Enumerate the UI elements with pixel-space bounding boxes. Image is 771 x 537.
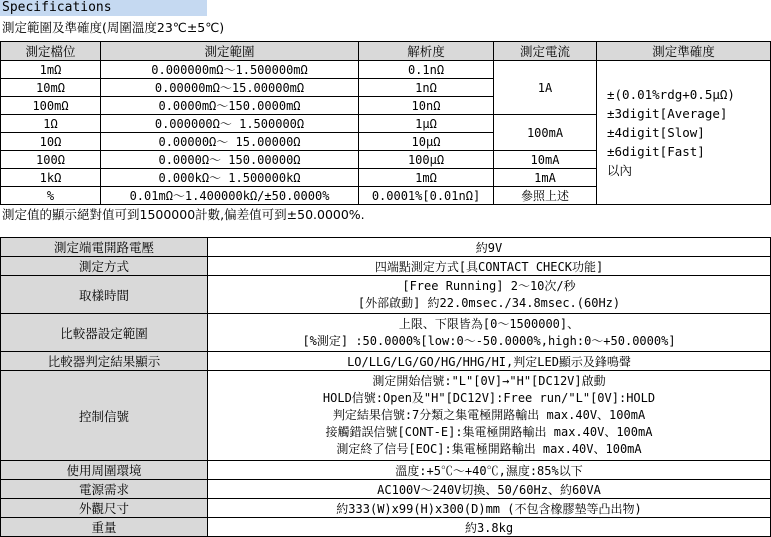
spec-value: 約333(W)x99(H)x300(D)mm (不包含橡膠墊等凸出物) <box>208 499 771 518</box>
span-cell: 0.0000Ω～ 150.00000Ω <box>101 151 359 169</box>
spec-label: 取樣時間 <box>1 276 208 314</box>
range-cell: 100mΩ <box>1 97 101 115</box>
span-cell: 0.000000mΩ～1.500000mΩ <box>101 61 359 79</box>
display-note: 測定值的顯示絕對值可到1500000計數,偏差值可到±50.0000%. <box>2 207 365 222</box>
spec-value-line: 測定開始信號:"L"[0V]→"H"[DC12V]啟動 <box>372 374 606 388</box>
spec-value: 溫度:+5℃～+40℃,濕度:85%以下 <box>208 461 771 480</box>
resolution-cell: 1μΩ <box>359 115 494 133</box>
range-cell: 10mΩ <box>1 79 101 97</box>
range-cell: 10Ω <box>1 133 101 151</box>
spec-row <box>1 499 771 518</box>
spec-label: 外觀尺寸 <box>1 499 208 518</box>
accuracy-line: ±4digit[Slow] <box>607 125 705 140</box>
current-cell-100ma: 100mA <box>494 115 597 151</box>
resolution-cell: 0.0001%[0.01nΩ] <box>359 187 494 205</box>
spec-value-line: [%測定] :50.0000%[low:0～-50.0000%,high:0～+50.0000%] <box>302 333 676 348</box>
range-cell: 1kΩ <box>1 169 101 187</box>
header-accuracy: 測定準確度 <box>597 42 771 61</box>
resolution-cell: 100μΩ <box>359 151 494 169</box>
span-cell: 0.00000Ω～ 15.00000Ω <box>101 133 359 151</box>
spec-value: LO/LLG/LG/GO/HG/HHG/HI,判定LED顯示及鋒鳴聲 <box>208 352 771 371</box>
span-cell: 0.01mΩ～1.400000kΩ/±50.0000% <box>101 187 359 205</box>
accuracy-line: ±3digit[Average] <box>607 106 728 121</box>
spec-value: AC100V～240V切換、50/60Hz、約60VA <box>208 480 771 499</box>
spec-value-line: 判定結果信號:7分類之集電極開路輸出 max.40V、100mA <box>332 408 646 422</box>
general-spec-table <box>0 237 771 537</box>
accuracy-line: ±(0.01%rdg+0.5μΩ) <box>607 87 735 102</box>
range-cell: % <box>1 187 101 205</box>
subtitle: 測定範圍及準確度(周圍溫度23℃±5℃) <box>2 20 225 35</box>
current-cell-10ma: 10mA <box>494 151 597 169</box>
range-cell: 1mΩ <box>1 61 101 79</box>
range-accuracy-table <box>0 41 771 205</box>
spec-label: 使用周圍環境 <box>1 461 208 480</box>
spec-value-line: [Free Running] 2～10次/秒 <box>402 278 576 293</box>
spec-label: 電源需求 <box>1 480 208 499</box>
header-span: 測定範圍 <box>101 42 359 61</box>
resolution-cell: 1nΩ <box>359 79 494 97</box>
resolution-cell: 1mΩ <box>359 169 494 187</box>
spec-value <box>208 314 771 352</box>
accuracy-cell <box>597 61 771 205</box>
current-cell-ref: 參照上述 <box>494 187 597 205</box>
spec-label: 重量 <box>1 518 208 537</box>
spec-row <box>1 352 771 371</box>
spec-value <box>208 371 771 461</box>
spec-row <box>1 238 771 257</box>
spec-row <box>1 276 771 314</box>
resolution-cell: 0.1nΩ <box>359 61 494 79</box>
spec-value-line: HOLD信號:Open及"H"[DC12V]:Free run/"L"[0V]:HOLD <box>322 391 656 405</box>
section-title: Specifications <box>0 0 207 16</box>
accuracy-line: ±6digit[Fast] <box>607 144 705 159</box>
header-resolution: 解析度 <box>359 42 494 61</box>
resolution-cell: 10μΩ <box>359 133 494 151</box>
range-cell: 1Ω <box>1 115 101 133</box>
spec-label: 比較器判定結果顯示 <box>1 352 208 371</box>
spec-label: 測定端電開路電壓 <box>1 238 208 257</box>
spec-row <box>1 257 771 276</box>
spec-value: 約9V <box>208 238 771 257</box>
table-header-row <box>1 42 771 61</box>
spec-value: 約3.8kg <box>208 518 771 537</box>
spec-row <box>1 371 771 461</box>
span-cell: 0.00000mΩ～15.00000mΩ <box>101 79 359 97</box>
spec-row <box>1 314 771 352</box>
span-cell: 0.000000Ω～ 1.500000Ω <box>101 115 359 133</box>
range-cell: 100Ω <box>1 151 101 169</box>
spec-row <box>1 480 771 499</box>
current-cell-1ma: 1mA <box>494 169 597 187</box>
spec-value <box>208 276 771 314</box>
spec-label: 控制信號 <box>1 371 208 461</box>
spec-value: 四端點測定方式[具CONTACT CHECK功能] <box>208 257 771 276</box>
spec-row <box>1 461 771 480</box>
spec-value-line: 測定終了信号[EOC]:集電極開路輸出 max.40V、100mA <box>336 442 642 456</box>
header-range: 測定檔位 <box>1 42 101 61</box>
spec-value-line: 接觸錯誤信號[CONT-E]:集電極開路輸出 max.40V、100mA <box>325 425 653 439</box>
accuracy-line: 以內 <box>607 163 633 178</box>
current-cell-1a: 1A <box>494 61 597 115</box>
spec-label: 比較器設定範圍 <box>1 314 208 352</box>
span-cell: 0.000kΩ～ 1.500000kΩ <box>101 169 359 187</box>
span-cell: 0.0000mΩ～150.0000mΩ <box>101 97 359 115</box>
spec-label: 測定方式 <box>1 257 208 276</box>
header-current: 測定電流 <box>494 42 597 61</box>
resolution-cell: 10nΩ <box>359 97 494 115</box>
spec-value-line: [外部啟動] 約22.0msec./34.8msec.(60Hz) <box>357 295 621 310</box>
table-row <box>1 61 771 79</box>
spec-value-line: 上限、下限皆為[0～1500000]、 <box>398 316 580 331</box>
spec-row <box>1 518 771 537</box>
